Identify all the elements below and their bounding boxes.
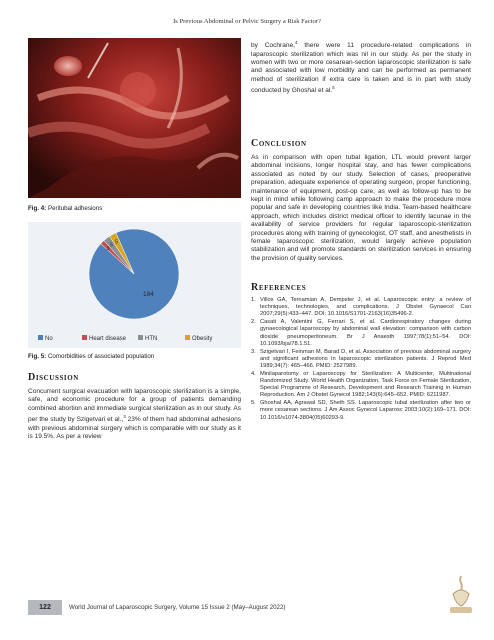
intro-text-start: by Cochrane, (251, 42, 295, 50)
references-heading: References (251, 282, 307, 293)
fig4-text: Peritubal adhesions (46, 205, 103, 212)
reference-number: 3. (251, 348, 256, 355)
discussion-text-rest: 23% of them had abdominal adhesions with previous abdominal surgery which is comparable with our study as it is 19.5%. As per a review (28, 416, 242, 441)
publisher-logo (446, 574, 476, 616)
conclusion-heading: Conclusion (251, 138, 307, 149)
reference-number: 4. (251, 370, 256, 377)
comorbidities-pie-chart (28, 222, 241, 348)
intro-text-rest: there were 11 procedure-related complications in laparoscopic sterilization which was nil in our study. As per the study in women with two or more cesarean-section laparoscopic sterilization is safe and associated with low morbidity and can be performed as permanent method of sterilization if extra care is taken and is in part with study conducted by Ghoshal et al. (251, 42, 471, 95)
legend-label: HTN (145, 336, 158, 342)
conclusion-text: As in comparison with open tubal ligation, LTL would prevent larger abdominal incisions, longer hospital stay, and has fewer complications associated as noted by our study. Selection of cases, preoperative preparation, adequate experience of operating surgeon, proper functioning, maintenance of equipment, post-op care, as well as follow-up has to be kept in mind while following camp approach to make the procedure more popular and safe in developing countries like India. Team-based healthcare approach, which includes district medical officer to identify lacunae in the availability of service providers for regular laparoscopic-sterilization procedures along with training of gynecologist, OT staff, and anesthetists in female laparoscopic sterilization, would largely achieve population stabilization and will promote standards on sterilization services in ensuring the provision of quality services. (251, 154, 471, 262)
reference-number: 1. (251, 297, 256, 303)
discussion-heading: Discussion (28, 372, 79, 383)
reference-number: 2. (251, 319, 256, 326)
citation-3: 3 (123, 414, 126, 420)
discussion-text-start: Concurrent surgical evacuation with laparoscopic sterilization is a simple, safe, and economic procedure for a group of patients demanding combined abortion and immediate surgical sterilization as in our study. As per the study by Szigetvari et al., (28, 388, 241, 424)
reference-item (251, 319, 471, 348)
laparoscopic-image (28, 38, 241, 198)
reference-item (251, 371, 471, 400)
reference-text: Ghoshal AA, Agrawal SD, Sheth SS. Laparoscopic tubal sterilization after two or more cesarean sections. J Am Assoc Gynecol Laparosc 2003;10(2):169–171. DOI: 10.1016/s1074-3804(05)60293-9. (260, 400, 471, 421)
pie-data-label: 184 (142, 291, 154, 299)
publisher-logo-icon (446, 574, 476, 616)
legend-swatch (138, 335, 143, 340)
running-head: Is Previous Abdominal or Pelvic Surgery a Risk Factor? (173, 18, 321, 25)
reference-item (251, 349, 471, 371)
legend-swatch (38, 335, 43, 340)
pie-chart-svg (28, 222, 241, 348)
fig5-label: Fig. 5: (28, 353, 47, 360)
legend-label: No (45, 336, 53, 342)
fig5-text: Comorbidities of associated population (46, 353, 155, 360)
legend-label: Obesity (192, 336, 213, 342)
journal-footer: World Journal of Laparoscopic Surgery, Volume 15 Issue 2 (May–August 2022) (69, 604, 286, 611)
intro-paragraph (251, 39, 471, 96)
legend-swatch (82, 335, 87, 340)
peritubal-adhesions-photo (28, 38, 241, 198)
fig5-caption (28, 353, 154, 360)
citation-4: 4 (294, 40, 298, 45)
pie-data-label: 3 (106, 245, 110, 252)
reference-item (251, 297, 471, 319)
pie-data-label: 5 (115, 239, 118, 246)
reference-number: 5. (251, 400, 256, 407)
discussion-text (28, 388, 241, 442)
reference-text: Casati A, Valentini G, Ferrari S, et al. Cardiorespiratory changes during gynaecological laparoscopy by abdominal wall elevation: comparison with carbon dioxide pneumoperitoneum. Br J Anaesth 1997;78(1):51–54. DOI: 10.1093/bja/78.1.51. (260, 319, 471, 347)
legend-label: Heart disease (89, 336, 127, 342)
references-list (251, 297, 471, 422)
reference-text: Minilaparotomy or Laparoscopy for Sterilization: A Multicenter, Multinational Randomized Study. World Health Organization, Task Force on Female Sterilization, Special Programme of Research, Development and Research Training in Human Reproduction. Am J Obstet Gynecol 1982;143(6):645–652. PMID: 6211987. (260, 370, 471, 399)
fig4-caption (28, 205, 102, 212)
citation-5: 5 (332, 85, 335, 91)
pie-data-label: 5 (110, 242, 113, 249)
reference-text: Villos GA, Ternamian A, Dempster J, et al. Laparoscopic entry: a review of techniques, technologies, and complications. J Obstet Gynaecol Can 2007;29(5):433–447. DOI: 10.1016/S1701-2163(16)35496-2. (260, 297, 471, 318)
fig4-label: Fig. 4: (28, 205, 47, 212)
page-number: 122 (28, 600, 62, 615)
legend-swatch (185, 335, 190, 340)
reference-item (251, 400, 471, 422)
reference-text: Szigetvari I, Feinman M, Barad D, et al. Association of previous abdominal surgery and significant adhesions in laparoscopic sterilization patients. J Reprod Med 1989;34(7): 465–466. PMID: 2527989. (260, 348, 471, 370)
